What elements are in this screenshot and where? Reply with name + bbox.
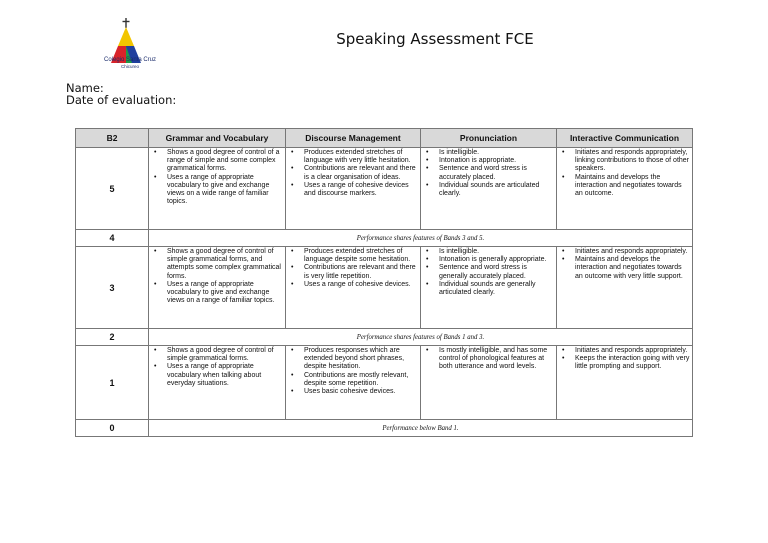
- descriptor-list: [286, 346, 420, 396]
- date-field-label: Date of evaluation:: [66, 93, 177, 107]
- band-number: 0: [76, 420, 149, 437]
- descriptor-item: • Shows a good degree of control of simple grammatical forms, and attempts some complex grammatical forms.: [153, 248, 283, 281]
- descriptor-item: • Intonation is generally appropriate.: [425, 256, 554, 264]
- band-number: 5: [76, 148, 149, 230]
- descriptor-item: • Contributions are relevant and there is very little repetition.: [290, 264, 418, 280]
- header-criterion: Pronunciation: [421, 129, 557, 148]
- band-number: 3: [76, 247, 149, 329]
- descriptor-cell: [149, 247, 286, 329]
- descriptor-item: • Uses basic cohesive devices.: [290, 388, 418, 396]
- table-row: [76, 420, 693, 437]
- descriptor-item: • Produces responses which are extended beyond short phrases, despite hesitation.: [290, 347, 418, 372]
- descriptor-item: • Contributions are mostly relevant, despite some repetition.: [290, 372, 418, 388]
- descriptor-cell: [557, 148, 693, 230]
- descriptor-list: [557, 148, 692, 198]
- descriptor-item: • Is mostly intelligible, and has some control of phonological features at both utterance and word levels.: [425, 347, 554, 372]
- header-criterion: Interactive Communication: [557, 129, 693, 148]
- descriptor-list: [149, 247, 285, 305]
- descriptor-item: • Sentence and word stress is accurately placed.: [425, 165, 554, 181]
- band-shares-note: Performance below Band 1.: [149, 420, 693, 437]
- band-shares-note: Performance shares features of Bands 3 and 5.: [149, 230, 693, 247]
- band-number: 2: [76, 329, 149, 346]
- descriptor-item: • Uses a range of appropriate vocabulary to give and exchange views on a range of familiar topics.: [153, 281, 283, 306]
- descriptor-cell: [149, 346, 286, 420]
- table-row: [76, 346, 693, 420]
- school-name: [96, 57, 164, 70]
- descriptor-list: [149, 148, 285, 206]
- descriptor-list: [286, 148, 420, 198]
- descriptor-item: • Produces extended stretches of language despite some hesitation.: [290, 248, 418, 264]
- table-row: [76, 230, 693, 247]
- descriptor-item: • Uses a range of appropriate vocabulary to give and exchange views on a wide range of familiar topics.: [153, 174, 283, 207]
- band-number: 1: [76, 346, 149, 420]
- descriptor-list: [286, 247, 420, 289]
- name-field-label: Name:: [66, 81, 104, 95]
- descriptor-list: [557, 247, 692, 281]
- table-row: [76, 329, 693, 346]
- descriptor-item: • Intonation is appropriate.: [425, 157, 554, 165]
- descriptor-cell: [421, 346, 557, 420]
- descriptor-item: • Maintains and develops the interaction and negotiates towards an outcome.: [561, 174, 690, 199]
- descriptor-cell: [286, 148, 421, 230]
- descriptor-item: • Produces extended stretches of language with very little hesitation.: [290, 149, 418, 165]
- descriptor-list: [421, 247, 556, 297]
- descriptor-list: [421, 346, 556, 372]
- descriptor-item: • Sentence and word stress is generally accurately placed.: [425, 264, 554, 280]
- school-name-text: Colegio Santa Cruz: [103, 57, 157, 63]
- descriptor-item: • Individual sounds are articulated clearly.: [425, 182, 554, 198]
- descriptor-item: • Maintains and develops the interaction and negotiates towards an outcome with very little support.: [561, 256, 690, 281]
- descriptor-item: • Shows a good degree of control of a range of simple and some complex grammatical forms.: [153, 149, 283, 174]
- descriptor-item: • Is intelligible.: [425, 149, 554, 157]
- descriptor-cell: [149, 148, 286, 230]
- descriptor-item: • Initiates and responds appropriately.: [561, 248, 690, 256]
- school-subname-text: Chicureo: [120, 63, 139, 69]
- table-header-row: [76, 129, 693, 148]
- descriptor-cell: [557, 346, 693, 420]
- band-number: 4: [76, 230, 149, 247]
- descriptor-list: [557, 346, 692, 372]
- descriptor-item: • Uses a range of cohesive devices.: [290, 281, 418, 289]
- descriptor-list: [149, 346, 285, 388]
- descriptor-cell: [286, 346, 421, 420]
- descriptor-cell: [286, 247, 421, 329]
- descriptor-item: • Individual sounds are generally articulated clearly.: [425, 281, 554, 297]
- table-row: [76, 148, 693, 230]
- descriptor-cell: [421, 148, 557, 230]
- header-criterion: Discourse Management: [286, 129, 421, 148]
- page-title: Speaking Assessment FCE: [336, 30, 534, 48]
- descriptor-cell: [557, 247, 693, 329]
- descriptor-item: • Initiates and responds appropriately.: [561, 347, 690, 355]
- descriptor-item: • Uses a range of appropriate vocabulary when talking about everyday situations.: [153, 363, 283, 388]
- band-shares-note: Performance shares features of Bands 1 and 3.: [149, 329, 693, 346]
- descriptor-list: [421, 148, 556, 198]
- table-row: [76, 247, 693, 329]
- descriptor-item: • Shows a good degree of control of simple grammatical forms.: [153, 347, 283, 363]
- descriptor-item: • Keeps the interaction going with very little prompting and support.: [561, 355, 690, 371]
- header-criterion: Grammar and Vocabulary: [149, 129, 286, 148]
- assessment-rubric-table: [75, 128, 693, 437]
- descriptor-item: • Contributions are relevant and there is a clear organisation of ideas.: [290, 165, 418, 181]
- descriptor-item: • Uses a range of cohesive devices and discourse markers.: [290, 182, 418, 198]
- descriptor-cell: [421, 247, 557, 329]
- header-level: B2: [76, 129, 149, 148]
- descriptor-item: • Is intelligible.: [425, 248, 554, 256]
- descriptor-item: • Initiates and responds appropriately, linking contributions to those of other speakers.: [561, 149, 690, 174]
